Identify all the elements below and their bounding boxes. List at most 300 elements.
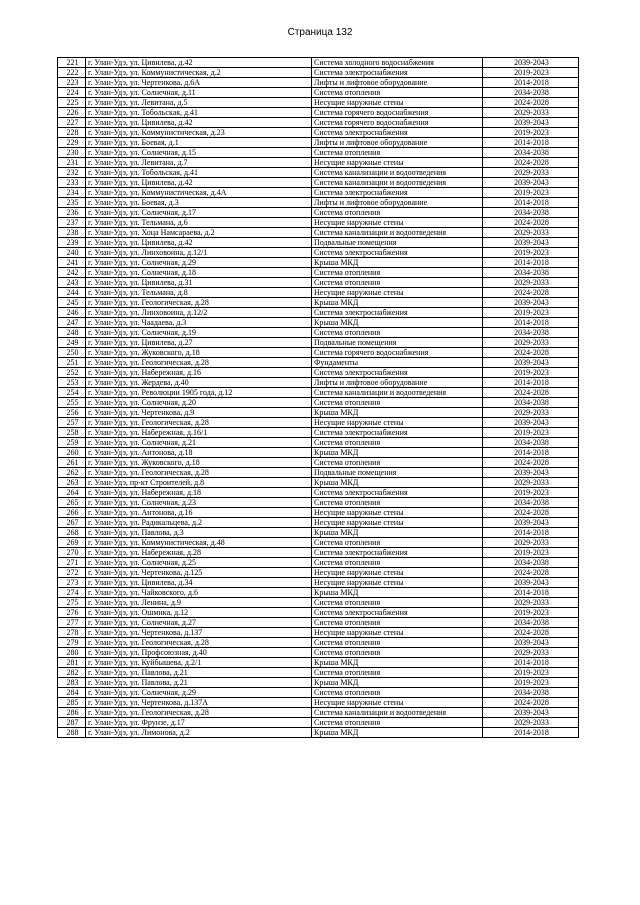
system-cell: Система горячего водоснабжения	[312, 108, 483, 118]
system-cell: Система отопления	[312, 438, 483, 448]
table-row	[58, 668, 579, 678]
table-row	[58, 588, 579, 598]
row-number: 266	[58, 508, 86, 518]
row-number: 237	[58, 218, 86, 228]
period-cell: 2024-2028	[483, 288, 579, 298]
system-cell: Система отопления	[312, 618, 483, 628]
system-cell: Несущие наружные стены	[312, 518, 483, 528]
system-cell: Система отопления	[312, 398, 483, 408]
system-cell: Несущие наружные стены	[312, 568, 483, 578]
system-cell: Лифты и лифтовое оборудование	[312, 198, 483, 208]
row-number: 265	[58, 498, 86, 508]
row-number: 228	[58, 128, 86, 138]
address-cell: г. Улан-Удэ, ул. Цивилева, д.27	[86, 338, 312, 348]
address-cell: г. Улан-Удэ, ул. Фрунзе, д.17	[86, 718, 312, 728]
address-cell: г. Улан-Удэ, ул. Радикальцева, д.2	[86, 518, 312, 528]
table-row	[58, 88, 579, 98]
system-cell: Система электроснабжения	[312, 548, 483, 558]
row-number: 262	[58, 468, 86, 478]
address-cell: г. Улан-Удэ, ул. Павлова, д.21	[86, 668, 312, 678]
address-cell: г. Улан-Удэ, ул. Павлова, д.3	[86, 528, 312, 538]
address-cell: г. Улан-Удэ, ул. Геологическая, д.28	[86, 418, 312, 428]
address-cell: г. Улан-Удэ, ул. Боевая, д.3	[86, 198, 312, 208]
address-cell: г. Улан-Удэ, ул. Тобольская, д.41	[86, 168, 312, 178]
address-cell: г. Улан-Удэ, ул. Набережная, д.18	[86, 488, 312, 498]
period-cell: 2039-2043	[483, 518, 579, 528]
table-row	[58, 548, 579, 558]
system-cell: Система отопления	[312, 148, 483, 158]
period-cell: 2029-2033	[483, 278, 579, 288]
table-row	[58, 238, 579, 248]
system-cell: Система электроснабжения	[312, 308, 483, 318]
address-cell: г. Улан-Удэ, ул. Коммунистическая, д.4А	[86, 188, 312, 198]
table-row	[58, 398, 579, 408]
system-cell: Лифты и лифтовое оборудование	[312, 78, 483, 88]
row-number: 254	[58, 388, 86, 398]
row-number: 274	[58, 588, 86, 598]
address-cell: г. Улан-Удэ, ул. Профсоюзная, д.40	[86, 648, 312, 658]
row-number: 284	[58, 688, 86, 698]
system-cell: Несущие наружные стены	[312, 418, 483, 428]
period-cell: 2019-2023	[483, 668, 579, 678]
address-cell: г. Улан-Удэ, ул. Коммунистическая, д.23	[86, 128, 312, 138]
row-number: 244	[58, 288, 86, 298]
system-cell: Несущие наружные стены	[312, 158, 483, 168]
period-cell: 2034-2038	[483, 88, 579, 98]
address-cell: г. Улан-Удэ, ул. Геологическая, д.28	[86, 298, 312, 308]
system-cell: Система электроснабжения	[312, 488, 483, 498]
table-row	[58, 498, 579, 508]
row-number: 225	[58, 98, 86, 108]
period-cell: 2019-2023	[483, 308, 579, 318]
system-cell: Система электроснабжения	[312, 128, 483, 138]
table-row	[58, 678, 579, 688]
system-cell: Система канализации и водоотведения	[312, 178, 483, 188]
table-row	[58, 698, 579, 708]
table-row	[58, 368, 579, 378]
address-cell: г. Улан-Удэ, ул. Солнечная, д.17	[86, 208, 312, 218]
row-number: 251	[58, 358, 86, 368]
period-cell: 2034-2038	[483, 688, 579, 698]
system-cell: Система электроснабжения	[312, 68, 483, 78]
period-cell: 2029-2033	[483, 598, 579, 608]
period-cell: 2024-2028	[483, 628, 579, 638]
row-number: 243	[58, 278, 86, 288]
table-row	[58, 418, 579, 428]
table-row	[58, 128, 579, 138]
system-cell: Крыша МКД	[312, 448, 483, 458]
address-cell: г. Улан-Удэ, ул. Солнечная, д.25	[86, 558, 312, 568]
table-row	[58, 688, 579, 698]
address-cell: г. Улан-Удэ, ул. Тобольская, д.41	[86, 108, 312, 118]
system-cell: Система электроснабжения	[312, 428, 483, 438]
row-number: 280	[58, 648, 86, 658]
row-number: 240	[58, 248, 86, 258]
row-number: 260	[58, 448, 86, 458]
system-cell: Система отопления	[312, 208, 483, 218]
address-cell: г. Улан-Удэ, ул. Боевая, д.1	[86, 138, 312, 148]
row-number: 257	[58, 418, 86, 428]
row-number: 247	[58, 318, 86, 328]
period-cell: 2019-2023	[483, 368, 579, 378]
address-cell: г. Улан-Удэ, ул. Чертенкова, д.137	[86, 628, 312, 638]
table-row	[58, 638, 579, 648]
system-cell: Лифты и лифтовое оборудование	[312, 378, 483, 388]
address-cell: г. Улан-Удэ, ул. Ленина, д.9	[86, 598, 312, 608]
row-number: 232	[58, 168, 86, 178]
address-cell: г. Улан-Удэ, ул. Солнечная, д.21	[86, 438, 312, 448]
row-number: 256	[58, 408, 86, 418]
system-cell: Система канализации и водоотведения	[312, 168, 483, 178]
row-number: 235	[58, 198, 86, 208]
page-header: Страница 132	[287, 27, 353, 38]
system-cell: Система холодного водоснабжения	[312, 58, 483, 68]
table-row	[58, 718, 579, 728]
period-cell: 2014-2018	[483, 728, 579, 738]
row-number: 261	[58, 458, 86, 468]
address-cell: г. Улан-Удэ, ул. Солнечная, д.29	[86, 258, 312, 268]
system-cell: Система электроснабжения	[312, 248, 483, 258]
table-row	[58, 538, 579, 548]
row-number: 224	[58, 88, 86, 98]
table-row	[58, 618, 579, 628]
period-cell: 2029-2033	[483, 408, 579, 418]
period-cell: 2029-2033	[483, 108, 579, 118]
row-number: 249	[58, 338, 86, 348]
address-cell: г. Улан-Удэ, ул. Антонова, д.18	[86, 448, 312, 458]
period-cell: 2039-2043	[483, 578, 579, 588]
system-cell: Несущие наружные стены	[312, 628, 483, 638]
system-cell: Несущие наружные стены	[312, 698, 483, 708]
table-row	[58, 278, 579, 288]
period-cell: 2024-2028	[483, 218, 579, 228]
table-row	[58, 468, 579, 478]
table-row	[58, 348, 579, 358]
table-row	[58, 648, 579, 658]
row-number: 222	[58, 68, 86, 78]
period-cell: 2014-2018	[483, 198, 579, 208]
period-cell: 2024-2028	[483, 698, 579, 708]
system-cell: Система горячего водоснабжения	[312, 348, 483, 358]
table-row	[58, 138, 579, 148]
row-number: 239	[58, 238, 86, 248]
system-cell: Крыша МКД	[312, 528, 483, 538]
period-cell: 2024-2028	[483, 568, 579, 578]
address-cell: г. Улан-Удэ, ул. Чертенкова, д.6А	[86, 78, 312, 88]
period-cell: 2024-2028	[483, 508, 579, 518]
address-cell: г. Улан-Удэ, ул. Чертенкова, д.9	[86, 408, 312, 418]
system-cell: Система отопления	[312, 268, 483, 278]
table-row	[58, 388, 579, 398]
row-number: 267	[58, 518, 86, 528]
table-row	[58, 168, 579, 178]
system-cell: Крыша МКД	[312, 478, 483, 488]
table-row	[58, 358, 579, 368]
registry-table-body	[58, 58, 579, 738]
address-cell: г. Улан-Удэ, ул. Линховоина, д.12/1	[86, 248, 312, 258]
address-cell: г. Улан-Удэ, ул. Революции 1905 года, д.12	[86, 388, 312, 398]
row-number: 252	[58, 368, 86, 378]
system-cell: Система отопления	[312, 598, 483, 608]
table-row	[58, 78, 579, 88]
period-cell: 2014-2018	[483, 528, 579, 538]
table-row	[58, 708, 579, 718]
period-cell: 2024-2028	[483, 458, 579, 468]
address-cell: г. Улан-Удэ, ул. Чаадаева, д.3	[86, 318, 312, 328]
system-cell: Подвальные помещения	[312, 468, 483, 478]
system-cell: Несущие наружные стены	[312, 578, 483, 588]
period-cell: 2034-2038	[483, 618, 579, 628]
period-cell: 2019-2023	[483, 488, 579, 498]
period-cell: 2029-2033	[483, 478, 579, 488]
period-cell: 2014-2018	[483, 138, 579, 148]
row-number: 282	[58, 668, 86, 678]
row-number: 273	[58, 578, 86, 588]
period-cell: 2034-2038	[483, 328, 579, 338]
address-cell: г. Улан-Удэ, ул. Геологическая, д.28	[86, 468, 312, 478]
address-cell: г. Улан-Удэ, ул. Чертенкова, д.125	[86, 568, 312, 578]
system-cell: Подвальные помещения	[312, 338, 483, 348]
system-cell: Система отопления	[312, 278, 483, 288]
row-number: 278	[58, 628, 86, 638]
table-row	[58, 288, 579, 298]
table-row	[58, 528, 579, 538]
row-number: 270	[58, 548, 86, 558]
table-row	[58, 448, 579, 458]
row-number: 271	[58, 558, 86, 568]
system-cell: Крыша МКД	[312, 588, 483, 598]
system-cell: Подвальные помещения	[312, 238, 483, 248]
table-row	[58, 118, 579, 128]
table-row	[58, 608, 579, 618]
period-cell: 2039-2043	[483, 58, 579, 68]
system-cell: Крыша МКД	[312, 408, 483, 418]
table-row	[58, 318, 579, 328]
table-row	[58, 218, 579, 228]
table-row	[58, 248, 579, 258]
row-number: 255	[58, 398, 86, 408]
system-cell: Фундаменты	[312, 358, 483, 368]
row-number: 263	[58, 478, 86, 488]
period-cell: 2039-2043	[483, 118, 579, 128]
row-number: 268	[58, 528, 86, 538]
table-row	[58, 428, 579, 438]
address-cell: г. Улан-Удэ, ул. Хоца Намсараева, д.2	[86, 228, 312, 238]
address-cell: г. Улан-Удэ, ул. Цивилева, д.42	[86, 178, 312, 188]
period-cell: 2019-2023	[483, 428, 579, 438]
period-cell: 2024-2028	[483, 348, 579, 358]
table-row	[58, 628, 579, 638]
period-cell: 2029-2033	[483, 338, 579, 348]
period-cell: 2024-2028	[483, 98, 579, 108]
address-cell: г. Улан-Удэ, ул. Антонова, д.16	[86, 508, 312, 518]
address-cell: г. Улан-Удэ, ул. Набережная, д.16/1	[86, 428, 312, 438]
table-row	[58, 458, 579, 468]
system-cell: Несущие наружные стены	[312, 508, 483, 518]
address-cell: г. Улан-Удэ, ул. Солнечная, д.11	[86, 88, 312, 98]
period-cell: 2014-2018	[483, 318, 579, 328]
row-number: 230	[58, 148, 86, 158]
row-number: 283	[58, 678, 86, 688]
period-cell: 2039-2043	[483, 708, 579, 718]
table-row	[58, 558, 579, 568]
period-cell: 2019-2023	[483, 68, 579, 78]
row-number: 277	[58, 618, 86, 628]
period-cell: 2019-2023	[483, 188, 579, 198]
table-row	[58, 228, 579, 238]
row-number: 276	[58, 608, 86, 618]
period-cell: 2014-2018	[483, 448, 579, 458]
table-row	[58, 568, 579, 578]
system-cell: Система отопления	[312, 718, 483, 728]
address-cell: г. Улан-Удэ, ул. Набережная, д.16	[86, 368, 312, 378]
row-number: 272	[58, 568, 86, 578]
period-cell: 2014-2018	[483, 588, 579, 598]
row-number: 248	[58, 328, 86, 338]
row-number: 275	[58, 598, 86, 608]
period-cell: 2034-2038	[483, 398, 579, 408]
system-cell: Система электроснабжения	[312, 188, 483, 198]
address-cell: г. Улан-Удэ, ул. Куйбышева, д.2/1	[86, 658, 312, 668]
row-number: 241	[58, 258, 86, 268]
period-cell: 2034-2038	[483, 498, 579, 508]
period-cell: 2034-2038	[483, 208, 579, 218]
period-cell: 2039-2043	[483, 638, 579, 648]
period-cell: 2039-2043	[483, 178, 579, 188]
row-number: 286	[58, 708, 86, 718]
system-cell: Система отопления	[312, 668, 483, 678]
row-number: 227	[58, 118, 86, 128]
system-cell: Система отопления	[312, 458, 483, 468]
address-cell: г. Улан-Удэ, ул. Левитана, д.7	[86, 158, 312, 168]
table-row	[58, 328, 579, 338]
table-row	[58, 658, 579, 668]
address-cell: г. Улан-Удэ, ул. Солнечная, д.19	[86, 328, 312, 338]
period-cell: 2029-2033	[483, 228, 579, 238]
period-cell: 2029-2033	[483, 648, 579, 658]
address-cell: г. Улан-Удэ, ул. Цивилева, д.42	[86, 118, 312, 128]
period-cell: 2024-2028	[483, 388, 579, 398]
address-cell: г. Улан-Удэ, ул. Геологическая, д.28	[86, 358, 312, 368]
table-row	[58, 508, 579, 518]
address-cell: г. Улан-Удэ, ул. Солнечная, д.20	[86, 398, 312, 408]
table-row	[58, 378, 579, 388]
system-cell: Система канализации и водоотведения	[312, 388, 483, 398]
row-number: 269	[58, 538, 86, 548]
period-cell: 2034-2038	[483, 438, 579, 448]
table-row	[58, 308, 579, 318]
address-cell: г. Улан-Удэ, ул. Цивилева, д.34	[86, 578, 312, 588]
system-cell: Система отопления	[312, 538, 483, 548]
system-cell: Система отопления	[312, 638, 483, 648]
table-row	[58, 148, 579, 158]
address-cell: г. Улан-Удэ, пр-кт Строителей, д.8	[86, 478, 312, 488]
table-row	[58, 488, 579, 498]
period-cell: 2039-2043	[483, 298, 579, 308]
row-number: 245	[58, 298, 86, 308]
period-cell: 2029-2033	[483, 168, 579, 178]
row-number: 246	[58, 308, 86, 318]
address-cell: г. Улан-Удэ, ул. Жуковского, д.18	[86, 458, 312, 468]
table-row	[58, 258, 579, 268]
address-cell: г. Улан-Удэ, ул. Солнечная, д.23	[86, 498, 312, 508]
table-row	[58, 438, 579, 448]
period-cell: 2029-2033	[483, 718, 579, 728]
system-cell: Система отопления	[312, 498, 483, 508]
address-cell: г. Улан-Удэ, ул. Коммунистическая, д.2	[86, 68, 312, 78]
period-cell: 2014-2018	[483, 658, 579, 668]
period-cell: 2024-2028	[483, 158, 579, 168]
system-cell: Крыша МКД	[312, 318, 483, 328]
table-row	[58, 728, 579, 738]
address-cell: г. Улан-Удэ, ул. Солнечная, д.27	[86, 618, 312, 628]
table-row	[58, 268, 579, 278]
address-cell: г. Улан-Удэ, ул. Цивилева, д.42	[86, 58, 312, 68]
row-number: 281	[58, 658, 86, 668]
row-number: 236	[58, 208, 86, 218]
address-cell: г. Улан-Удэ, ул. Ошмика, д.12	[86, 608, 312, 618]
system-cell: Система канализации и водоотведения	[312, 708, 483, 718]
address-cell: г. Улан-Удэ, ул. Солнечная, д.18	[86, 268, 312, 278]
system-cell: Система отопления	[312, 558, 483, 568]
table-row	[58, 208, 579, 218]
row-number: 285	[58, 698, 86, 708]
period-cell: 2019-2023	[483, 678, 579, 688]
table-row	[58, 178, 579, 188]
row-number: 288	[58, 728, 86, 738]
table-row	[58, 578, 579, 588]
row-number: 233	[58, 178, 86, 188]
row-number: 258	[58, 428, 86, 438]
address-cell: г. Улан-Удэ, ул. Коммунистическая, д.48	[86, 538, 312, 548]
table-row	[58, 198, 579, 208]
period-cell: 2014-2018	[483, 378, 579, 388]
address-cell: г. Улан-Удэ, ул. Цивилева, д.31	[86, 278, 312, 288]
address-cell: г. Улан-Удэ, ул. Чертенкова, д.137А	[86, 698, 312, 708]
address-cell: г. Улан-Удэ, ул. Левитана, д.5	[86, 98, 312, 108]
period-cell: 2019-2023	[483, 608, 579, 618]
period-cell: 2034-2038	[483, 558, 579, 568]
table-row	[58, 188, 579, 198]
address-cell: г. Улан-Удэ, ул. Чайковского, д.6	[86, 588, 312, 598]
address-cell: г. Улан-Удэ, ул. Геологическая, д.28	[86, 708, 312, 718]
system-cell: Система отопления	[312, 688, 483, 698]
period-cell: 2039-2043	[483, 358, 579, 368]
address-cell: г. Улан-Удэ, ул. Тельмана, д.6	[86, 218, 312, 228]
row-number: 242	[58, 268, 86, 278]
system-cell: Несущие наружные стены	[312, 288, 483, 298]
system-cell: Система отопления	[312, 648, 483, 658]
table-row	[58, 478, 579, 488]
table-row	[58, 58, 579, 68]
system-cell: Крыша МКД	[312, 298, 483, 308]
table-row	[58, 108, 579, 118]
row-number: 287	[58, 718, 86, 728]
table-row	[58, 408, 579, 418]
address-cell: г. Улан-Удэ, ул. Лимонова, д.2	[86, 728, 312, 738]
address-cell: г. Улан-Удэ, ул. Тельмана, д.8	[86, 288, 312, 298]
row-number: 264	[58, 488, 86, 498]
address-cell: г. Улан-Удэ, ул. Жердева, д.40	[86, 378, 312, 388]
row-number: 279	[58, 638, 86, 648]
row-number: 259	[58, 438, 86, 448]
system-cell: Система канализации и водоотведения	[312, 228, 483, 238]
table-row	[58, 338, 579, 348]
registry-table	[57, 57, 579, 738]
row-number: 253	[58, 378, 86, 388]
table-row	[58, 68, 579, 78]
address-cell: г. Улан-Удэ, ул. Линховоина, д.12/2	[86, 308, 312, 318]
